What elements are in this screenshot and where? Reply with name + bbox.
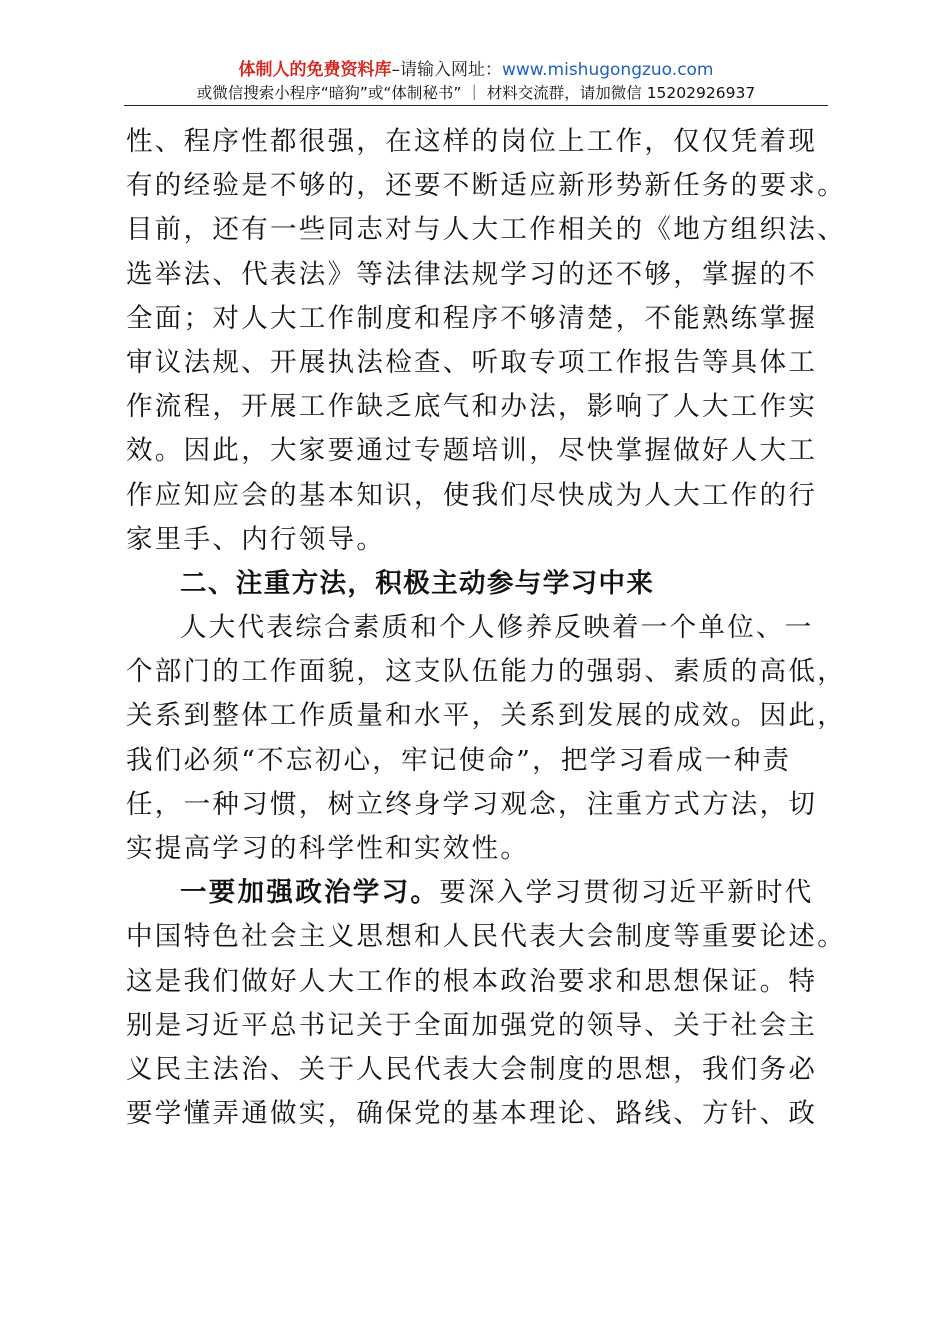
text-line: 人大代表综合素质和个人修养反映着一个单位、一 bbox=[180, 612, 814, 644]
text-line: 义民主法治、关于人民代表大会制度的思想，我们务必 bbox=[126, 1053, 818, 1085]
text-line: 个部门的工作面貌，这支队伍能力的强弱、素质的高低， bbox=[126, 656, 846, 688]
text-line: 性、程序性都很强，在这样的岗位上工作，仅仅凭着现 bbox=[126, 126, 818, 157]
text-line: 别是习近平总书记关于全面加强党的领导、关于社会主 bbox=[126, 1009, 818, 1041]
text-run: 要深入学习贯彻习近平新时代 bbox=[439, 877, 814, 909]
document-body bbox=[126, 120, 846, 1136]
text-line: 关系到整体工作质量和水平，关系到发展的成效。因此， bbox=[126, 700, 846, 732]
header-line-2: 或微信搜索小程序“暗狗”或“体制秘书” ｜ 材料交流群，请加微信 15202926937 bbox=[196, 84, 756, 102]
text-line: 我们必须“不忘初心，牢记使命”，把学习看成一种责 bbox=[126, 744, 792, 776]
text-line: 家里手、内行领导。 bbox=[126, 523, 386, 555]
text-line bbox=[126, 871, 832, 915]
text-line: 效。因此，大家要通过专题培训，尽快掌握做好人大工 bbox=[126, 435, 818, 467]
text-line: 要学懂弄通做实，确保党的基本理论、路线、方针、政 bbox=[126, 1098, 818, 1130]
text-line: 中国特色社会主义思想和人民代表大会制度等重要论述。 bbox=[126, 921, 846, 953]
text-line: 任，一种习惯，树立终身学习观念，注重方式方法，切 bbox=[126, 788, 818, 820]
text-line: 审议法规、开展执法检查、听取专项工作报告等具体工 bbox=[126, 346, 818, 378]
text-line: 全面；对人大工作制度和程序不够清楚，不能熟练掌握 bbox=[126, 302, 818, 334]
page-header bbox=[124, 58, 828, 104]
text-line: 作流程，开展工作缺乏底气和办法，影响了人大工作实 bbox=[126, 391, 818, 423]
bold-lead-in: 一要加强政治学习。 bbox=[180, 877, 440, 909]
header-url-link[interactable]: www.mishugongzuo.com bbox=[501, 60, 714, 80]
text-line: 目前，还有一些同志对与人大工作相关的《地方组织法、 bbox=[126, 214, 846, 246]
header-divider bbox=[124, 105, 828, 106]
text-line: 有的经验是不够的，还要不断适应新形势新任务的要求。 bbox=[126, 170, 846, 202]
header-hint: –请输入网址： bbox=[391, 60, 502, 80]
text-line: 作应知应会的基本知识，使我们尽快成为人大工作的行 bbox=[126, 479, 818, 511]
text-line: 选举法、代表法》等法律法规学习的还不够，掌握的不 bbox=[126, 258, 818, 290]
section-heading: 二、注重方法，积极主动参与学习中来 bbox=[180, 567, 655, 599]
text-line: 这是我们做好人大工作的根本政治要求和思想保证。特 bbox=[126, 965, 818, 997]
header-brand: 体制人的免费资料库 bbox=[238, 60, 392, 80]
text-line: 实提高学习的科学性和实效性。 bbox=[126, 833, 530, 864]
header-line-1 bbox=[124, 58, 828, 82]
